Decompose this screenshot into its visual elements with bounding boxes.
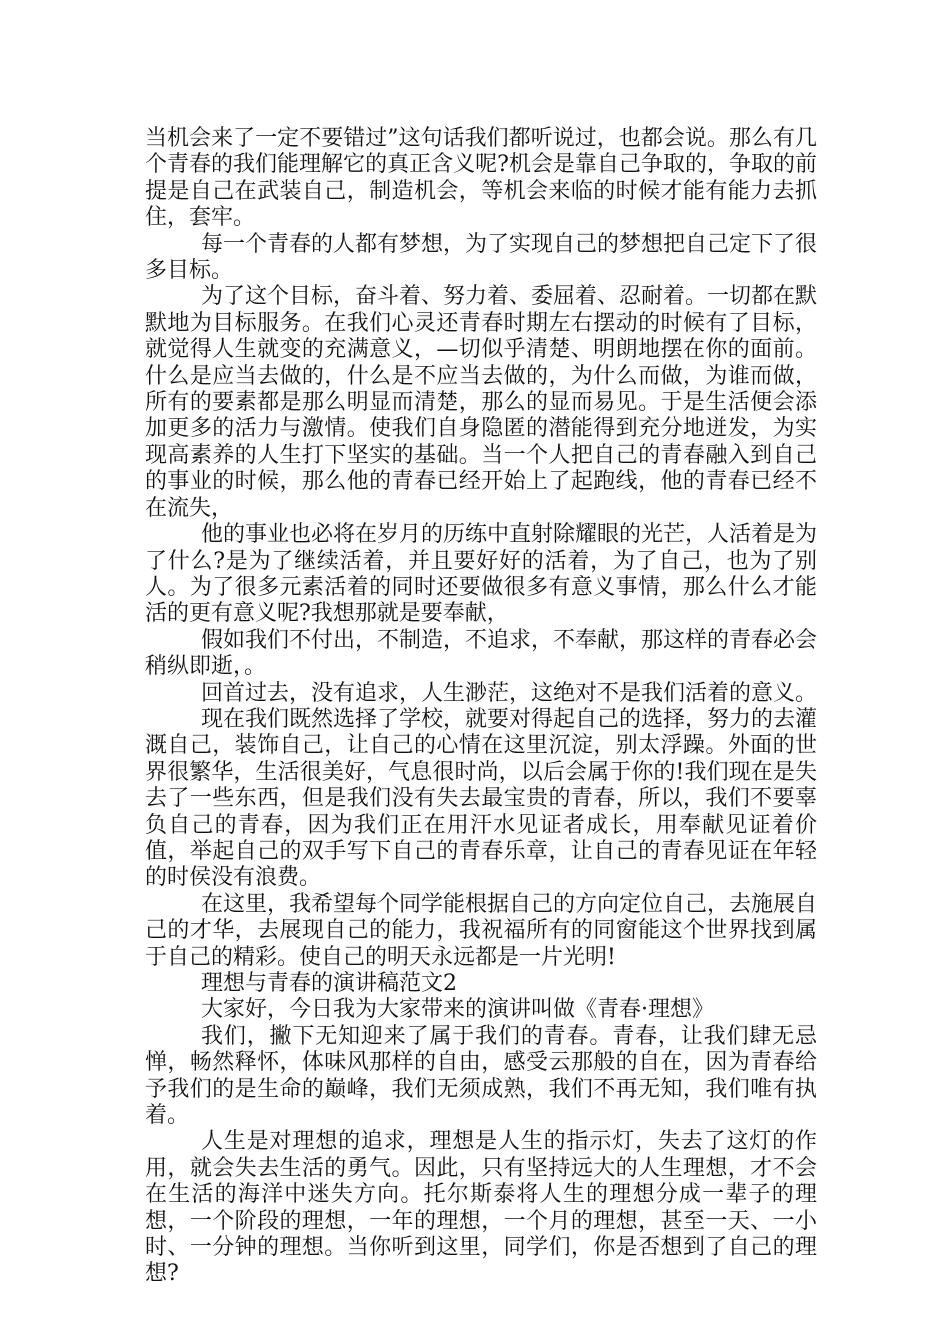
paragraph-1: 当机会来了一定不要错过”这句话我们都听说过，也都会说。那么有几个青春的我们能理解它的真正含义呢?机会是靠自己争取的，争取的前提是自己在武装自己，制造机会，等机会来临的时候才能有能力去抓住，套牢。 bbox=[145, 126, 817, 231]
paragraph-7: 现在我们既然选择了学校，就要对得起自己的选择，努力的去灌溉自己，装饰自己，让自己的心情在这里沉淀，别太浮躁。外面的世界很繁华，生活很美好，气息很时尚，以后会属于你的!我们现在是失去了一些东西，但是我们没有失去最宝贵的青春，所以，我们不要辜负自己的青春，因为我们正在用汗水见证者成长，用奉献见证着价值，举起自己的双手写下自己的青春乐章，让自己的青春见证在年轻的时侯没有浪费。 bbox=[145, 706, 818, 891]
paragraph-4: 他的事业也必将在岁月的历练中直射除耀眼的光芒，人活着是为了什么?是为了继续活着，并且要好好的活着，为了自己，也为了别人。为了很多元素活着的同时还要做很多有意义事情，那么什么才能活的更有意义呢?我想那就是要奉献， bbox=[145, 522, 818, 627]
paragraph-6: 回首过去，没有追求，人生渺茫，这绝对不是我们活着的意义。 bbox=[201, 680, 818, 706]
section-heading: 理想与青春的演讲稿范文2 bbox=[201, 971, 457, 996]
paragraph-11: 我们，撇下无知迎来了属于我们的青春。青春，让我们肆无忌惮，畅然释怀，体味风那样的自由，感受云那般的自在，因为青春给予我们的是生命的巅峰，我们无须成熟，我们不再无知，我们唯有执着。 bbox=[145, 1023, 817, 1129]
paragraph-8: 在这里，我希望每个同学能根据自己的方向定位自己，去施展自己的才华，去展现自己的能力，我祝福所有的同窗能这个世界找到属于自己的精彩。使自己的明天永远都是一片光明! bbox=[145, 891, 818, 970]
paragraph-10: 大家好，今日我为大家带来的演讲叫做《青春·理想》 bbox=[201, 997, 714, 1023]
paragraph-2: 每一个青春的人都有梦想，为了实现自己的梦想把自己定下了很多目标。 bbox=[145, 231, 818, 284]
paragraph-12: 人生是对理想的追求，理想是人生的指示灯，失去了这灯的作用，就会失去生活的勇气。因此，只有坚持远大的人生理想，才不会在生活的海洋中迷失方向。托尔斯泰将人生的理想分成一辈子的理想，一个阶段的理想，一年的理想，一个月的理想，甚至一天、一小时、一分钟的理想。当你听到这里，同学们，你是否想到了自己的理想? bbox=[145, 1129, 817, 1287]
paragraph-5: 假如我们不付出，不制造，不追求，不奉献，那这样的青春必会稍纵即逝，。 bbox=[145, 627, 818, 680]
paragraph-3: 为了这个目标，奋斗着、努力着、委屈着、忍耐着。一切都在默默地为目标服务。在我们心灵还青春时期左右摆动的时候有了目标，就觉得人生就变的充满意义，—切似乎清楚、明朗地摆在你的面前。什么是应当去做的，什么是不应当去做的，为什么而做，为谁而做，所有的要素都是那么明显而清楚，那么的显而易见。于是生活便会添加更多的活力与激情。使我们自身隐匿的潜能得到充分地迸发，为实现高素养的人生打下坚实的基础。当一个人把自己的青春融入到自己的事业的时候，那么他的青春已经开始上了起跑线，他的青春已经不在流失， bbox=[145, 284, 818, 521]
document-body bbox=[145, 126, 817, 1288]
